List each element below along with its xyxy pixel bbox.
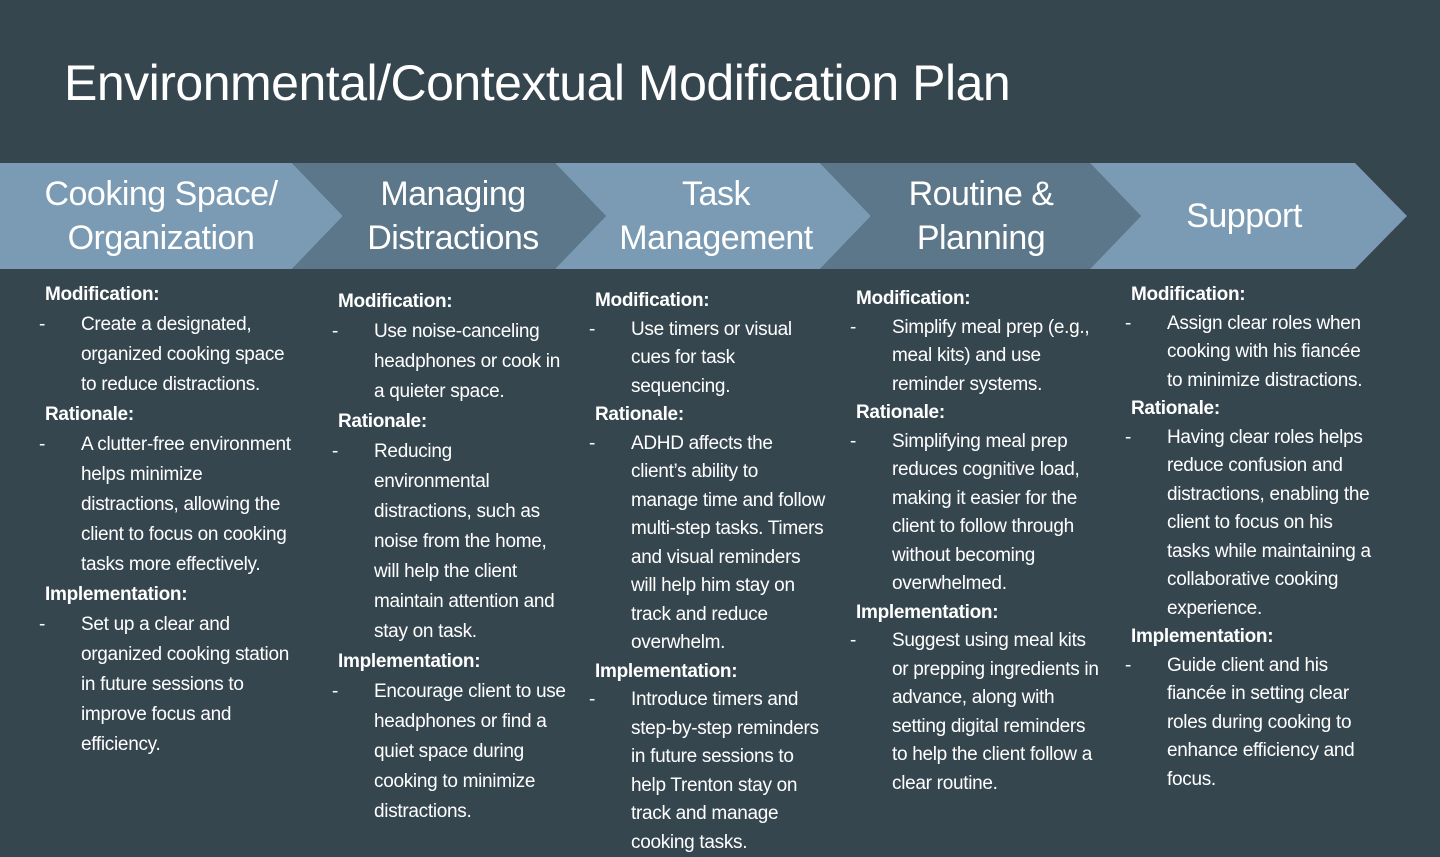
implementation-text: - Suggest using meal kits or prepping ingredients in advance, along with setting digital reminders to help the client follow a clear routine. bbox=[850, 630, 1099, 794]
modification-text: - Simplify meal prep (e.g., meal kits) and use reminder systems. bbox=[850, 316, 1090, 395]
implementation-heading: Implementation: bbox=[1131, 626, 1274, 647]
chevron-label-managing-distractions: Managing Distractions bbox=[367, 175, 539, 257]
column-task-management bbox=[589, 287, 829, 857]
implementation-heading: Implementation: bbox=[338, 651, 481, 672]
rationale-text: - ADHD affects the client’s ability to manage time and follow multi-step tasks. Timers and visual reminders will help him stay on track and reduce overwhelm. bbox=[589, 432, 826, 653]
rationale-text: - A clutter-free environment helps minimize distractions, allowing the client to focus on cooking tasks more effectively. bbox=[39, 434, 291, 575]
column-managing-distractions bbox=[332, 287, 572, 827]
chevron-label-task-management: Task Management bbox=[619, 175, 813, 257]
chevron-label-support: Support bbox=[1186, 197, 1302, 235]
page-title: Environmental/Contextual Modification Plan bbox=[64, 55, 1011, 111]
implementation-text: - Introduce timers and step-by-step reminders in future sessions to help Trenton stay on track and manage cooking tasks. bbox=[589, 689, 819, 853]
rationale-heading: Rationale: bbox=[45, 404, 134, 425]
modification-text: - Use timers or visual cues for task sequencing. bbox=[589, 318, 792, 397]
modification-heading: Modification: bbox=[595, 290, 710, 311]
rationale-heading: Rationale: bbox=[595, 404, 684, 425]
chevron-label-cooking-space: Cooking Space/ Organization bbox=[44, 175, 278, 257]
rationale-heading: Rationale: bbox=[856, 402, 945, 423]
modification-heading: Modification: bbox=[338, 291, 453, 312]
chevron-label-routine-planning: Routine & Planning bbox=[908, 175, 1054, 257]
implementation-text: - Set up a clear and organized cooking station in future sessions to improve focus and efficiency. bbox=[39, 614, 289, 755]
modification-heading: Modification: bbox=[856, 288, 971, 309]
column-support bbox=[1125, 281, 1375, 794]
modification-heading: Modification: bbox=[45, 284, 160, 305]
column-routine-planning bbox=[850, 285, 1100, 798]
implementation-heading: Implementation: bbox=[45, 584, 188, 605]
implementation-text: - Guide client and his fiancée in setting clear roles during cooking to enhance efficiency and focus. bbox=[1125, 654, 1355, 790]
rationale-text: - Reducing environmental distractions, such as noise from the home, will help the client maintain attention and stay on task. bbox=[332, 441, 555, 642]
modification-text: - Assign clear roles when cooking with his fiancée to minimize distractions. bbox=[1125, 312, 1363, 391]
implementation-heading: Implementation: bbox=[595, 660, 738, 682]
modification-heading: Modification: bbox=[1131, 284, 1246, 305]
rationale-heading: Rationale: bbox=[1131, 398, 1220, 419]
modification-text: - Use noise-canceling headphones or cook in a quieter space. bbox=[332, 321, 560, 402]
rationale-heading: Rationale: bbox=[338, 411, 427, 432]
rationale-text: - Simplifying meal prep reduces cognitive load, making it easier for the client to follow through without becoming overwhelmed. bbox=[850, 430, 1080, 594]
column-cooking-space bbox=[39, 280, 295, 760]
modification-text: - Create a designated, organized cooking space to reduce distractions. bbox=[39, 314, 285, 395]
rationale-text: - Having clear roles helps reduce confusion and distractions, enabling the client to focus on his tasks while maintaining a collaborative cooking experience. bbox=[1125, 426, 1371, 619]
implementation-heading: Implementation: bbox=[856, 601, 999, 623]
implementation-text: - Encourage client to use headphones or find a quiet space during cooking to minimize distractions. bbox=[332, 681, 566, 822]
